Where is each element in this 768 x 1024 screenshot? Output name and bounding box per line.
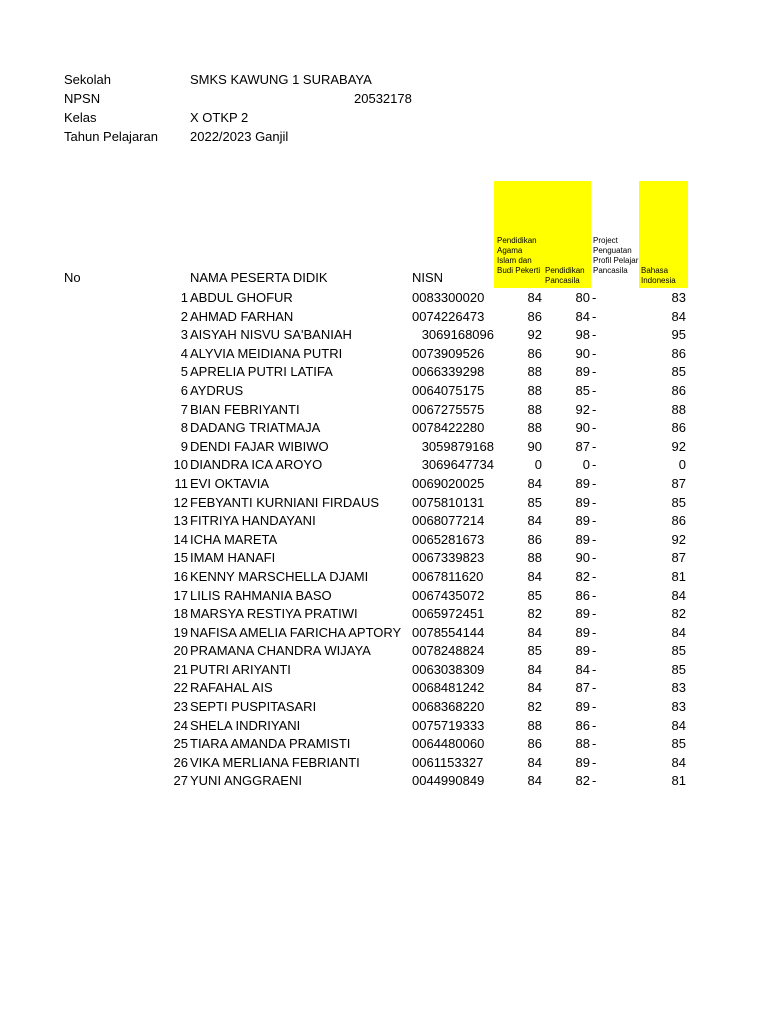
table-row — [0, 289, 768, 308]
row-no: 2 — [180, 308, 188, 324]
row-no: 11 — [174, 475, 188, 491]
row-pancasila-score: 89 — [575, 624, 590, 640]
row-nisn: 0061153327 — [412, 754, 484, 770]
row-pancasila-score: 92 — [575, 401, 590, 417]
row-pancasila-score: 86 — [575, 587, 590, 603]
row-no: 16 — [173, 568, 188, 584]
row-project-score: - — [592, 364, 597, 380]
sekolah-value: SMKS KAWUNG 1 SURABAYA — [190, 72, 372, 87]
row-nisn: 0068077214 — [412, 513, 485, 529]
table-row — [0, 661, 768, 680]
row-pancasila-score: 89 — [575, 364, 590, 380]
row-bahasa-score: 92 — [671, 531, 686, 547]
row-agama-score: 88 — [527, 717, 542, 733]
row-project-score: - — [592, 568, 597, 584]
row-project-score: - — [592, 550, 597, 566]
row-no: 12 — [173, 494, 188, 510]
row-name: MARSYA RESTIYA PRATIWI — [190, 606, 358, 622]
row-pancasila-score: 98 — [575, 327, 590, 343]
row-no: 9 — [180, 438, 188, 454]
row-name: DIANDRA ICA AROYO — [190, 457, 323, 473]
row-pancasila-score: 84 — [575, 308, 590, 324]
row-no: 27 — [173, 773, 188, 789]
row-project-score: - — [592, 531, 597, 547]
table-row — [0, 772, 768, 791]
row-nisn: 0066339298 — [412, 364, 485, 380]
table-row — [0, 438, 768, 457]
row-no: 4 — [180, 345, 188, 361]
row-name: FITRIYA HANDAYANI — [190, 513, 316, 529]
row-name: AHMAD FARHAN — [190, 308, 294, 324]
row-bahasa-score: 87 — [671, 475, 686, 491]
row-nisn: 0063038309 — [412, 661, 485, 677]
row-pancasila-score: 89 — [575, 531, 590, 547]
row-project-score: - — [592, 382, 597, 398]
row-nisn: 0067339823 — [412, 550, 485, 566]
row-name: RAFAHAL AIS — [190, 680, 273, 696]
table-row — [0, 679, 768, 698]
row-bahasa-score: 86 — [671, 382, 686, 398]
table-row — [0, 587, 768, 606]
row-no: 5 — [180, 364, 188, 380]
kelas-label: Kelas — [64, 110, 97, 125]
row-nisn: 0075719333 — [412, 717, 485, 733]
row-pancasila-score: 89 — [575, 754, 590, 770]
row-bahasa-score: 0 — [678, 457, 686, 473]
row-nisn: 0078422280 — [412, 420, 485, 436]
row-agama-score: 90 — [527, 438, 542, 454]
row-no: 20 — [173, 643, 188, 659]
row-nisn: 0064480060 — [412, 736, 485, 752]
row-agama-score: 84 — [527, 475, 542, 491]
row-agama-score: 85 — [527, 587, 542, 603]
row-name: PUTRI ARIYANTI — [190, 661, 291, 677]
row-nisn: 0044990849 — [412, 773, 485, 789]
row-pancasila-score: 90 — [575, 550, 590, 566]
row-bahasa-score: 84 — [671, 717, 686, 733]
row-nisn: 0065281673 — [412, 531, 485, 547]
row-project-score: - — [592, 624, 597, 640]
table-row — [0, 605, 768, 624]
sekolah-label: Sekolah — [64, 72, 111, 87]
table-row — [0, 754, 768, 773]
header-project: Project Penguatan Profil Pelajar Pancasila — [593, 236, 639, 275]
row-bahasa-score: 83 — [671, 680, 686, 696]
row-project-score: - — [592, 773, 597, 789]
row-bahasa-score: 85 — [671, 643, 686, 659]
row-pancasila-score: 86 — [575, 717, 590, 733]
row-agama-score: 84 — [527, 773, 542, 789]
row-project-score: - — [592, 587, 597, 603]
row-no: 19 — [173, 624, 188, 640]
row-no: 13 — [173, 513, 188, 529]
row-no: 1 — [180, 290, 188, 305]
row-agama-score: 85 — [527, 494, 542, 510]
row-project-score: - — [592, 736, 597, 752]
row-project-score: - — [592, 606, 597, 622]
row-nisn: 0067811620 — [412, 568, 484, 584]
row-pancasila-score: 89 — [575, 699, 590, 715]
row-agama-score: 0 — [534, 457, 542, 473]
table-row — [0, 568, 768, 587]
row-agama-score: 84 — [527, 568, 542, 584]
row-bahasa-score: 84 — [671, 308, 686, 324]
table-row — [0, 698, 768, 717]
row-agama-score: 84 — [527, 513, 542, 529]
row-bahasa-score: 88 — [671, 401, 686, 417]
row-no: 24 — [173, 717, 188, 733]
row-project-score: - — [592, 754, 597, 770]
row-pancasila-score: 89 — [575, 475, 590, 491]
row-agama-score: 84 — [527, 624, 542, 640]
row-nisn: 0067275575 — [412, 401, 485, 417]
table-row — [0, 363, 768, 382]
row-name: VIKA MERLIANA FEBRIANTI — [190, 754, 360, 770]
row-project-score: - — [592, 661, 597, 677]
row-agama-score: 88 — [527, 420, 542, 436]
row-project-score: - — [592, 401, 597, 417]
row-bahasa-score: 86 — [671, 513, 686, 529]
row-pancasila-score: 85 — [575, 382, 590, 398]
row-name: NAFISA AMELIA FARICHA APTORY — [190, 624, 402, 640]
row-agama-score: 84 — [527, 754, 542, 770]
row-nisn: 3059879168 — [421, 438, 494, 454]
row-name: BIAN FEBRIYANTI — [190, 401, 300, 417]
row-name: IMAM HANAFI — [190, 550, 276, 566]
row-no: 6 — [180, 382, 188, 398]
row-project-score: - — [592, 308, 597, 324]
row-agama-score: 85 — [527, 643, 542, 659]
header-no: No — [64, 270, 81, 285]
row-name: APRELIA PUTRI LATIFA — [190, 364, 333, 380]
row-bahasa-score: 87 — [671, 550, 686, 566]
row-nisn: 3069168096 — [421, 327, 494, 343]
row-bahasa-score: 83 — [671, 699, 686, 715]
row-name: PRAMANA CHANDRA WIJAYA — [190, 643, 371, 659]
row-no: 10 — [173, 457, 188, 473]
table-row — [0, 382, 768, 401]
table-row — [0, 326, 768, 345]
row-name: ICHA MARETA — [190, 531, 278, 547]
row-agama-score: 84 — [527, 661, 542, 677]
row-pancasila-score: 80 — [575, 290, 590, 305]
row-bahasa-score: 84 — [671, 624, 686, 640]
row-name: EVI OKTAVIA — [190, 475, 269, 491]
row-nisn: 0075810131 — [412, 494, 485, 510]
row-pancasila-score: 90 — [575, 420, 590, 436]
row-project-score: - — [592, 475, 597, 491]
row-project-score: - — [592, 699, 597, 715]
table-row — [0, 624, 768, 643]
row-nisn: 0067435072 — [412, 587, 485, 603]
row-name: YUNI ANGGRAENI — [190, 773, 302, 789]
table-row — [0, 345, 768, 364]
row-no: 21 — [173, 661, 188, 677]
row-name: DENDI FAJAR WIBIWO — [190, 438, 329, 454]
row-bahasa-score: 85 — [671, 494, 686, 510]
row-agama-score: 82 — [527, 699, 542, 715]
row-project-score: - — [592, 345, 597, 361]
row-agama-score: 88 — [527, 550, 542, 566]
row-agama-score: 82 — [527, 606, 542, 622]
row-agama-score: 86 — [527, 308, 542, 324]
row-pancasila-score: 87 — [575, 680, 590, 696]
row-project-score: - — [592, 494, 597, 510]
row-project-score: - — [592, 717, 597, 733]
row-name: ABDUL GHOFUR — [190, 290, 293, 305]
row-agama-score: 86 — [527, 531, 542, 547]
row-name: FEBYANTI KURNIANI FIRDAUS — [190, 494, 380, 510]
row-name: LILIS RAHMANIA BASO — [190, 587, 332, 603]
row-name: KENNY MARSCHELLA DJAMI — [190, 568, 369, 584]
row-bahasa-score: 81 — [671, 773, 686, 789]
row-no: 26 — [173, 754, 188, 770]
row-project-score: - — [592, 290, 597, 305]
row-agama-score: 88 — [527, 364, 542, 380]
table-row — [0, 419, 768, 438]
row-pancasila-score: 82 — [575, 773, 590, 789]
row-pancasila-score: 84 — [575, 661, 590, 677]
row-name: SHELA INDRIYANI — [190, 717, 301, 733]
row-nisn: 3069647734 — [421, 457, 494, 473]
row-project-score: - — [592, 420, 597, 436]
row-bahasa-score: 86 — [671, 345, 686, 361]
table-row — [0, 308, 768, 327]
row-agama-score: 88 — [527, 401, 542, 417]
row-pancasila-score: 0 — [582, 457, 590, 473]
header-pancasila: Pendidikan Pancasila — [545, 266, 585, 285]
npsn-value: 20532178 — [354, 91, 412, 106]
row-name: AISYAH NISVU SA'BANIAH — [190, 327, 352, 343]
row-bahasa-score: 82 — [671, 606, 686, 622]
row-name: AYDRUS — [190, 382, 244, 398]
table-row — [0, 475, 768, 494]
table-row — [0, 642, 768, 661]
row-bahasa-score: 85 — [671, 364, 686, 380]
row-bahasa-score: 95 — [671, 327, 686, 343]
row-bahasa-score: 86 — [671, 420, 686, 436]
school-info — [64, 70, 464, 146]
row-no: 25 — [173, 736, 188, 752]
tahun-label: Tahun Pelajaran — [64, 129, 158, 144]
row-pancasila-score: 82 — [575, 568, 590, 584]
row-agama-score: 84 — [527, 290, 542, 305]
header-bahasa: Bahasa Indonesia — [641, 266, 676, 285]
row-nisn: 0078554144 — [412, 624, 485, 640]
row-no: 14 — [173, 531, 188, 547]
row-pancasila-score: 89 — [575, 494, 590, 510]
row-name: SEPTI PUSPITASARI — [190, 699, 317, 715]
row-bahasa-score: 84 — [671, 754, 686, 770]
row-name: ALYVIA MEIDIANA PUTRI — [190, 345, 343, 361]
row-pancasila-score: 89 — [575, 643, 590, 659]
row-project-score: - — [592, 513, 597, 529]
row-bahasa-score: 81 — [671, 568, 686, 584]
header-nisn: NISN — [412, 270, 444, 285]
row-pancasila-score: 89 — [575, 606, 590, 622]
row-no: 22 — [173, 680, 188, 696]
row-no: 3 — [180, 327, 188, 343]
row-agama-score: 84 — [527, 680, 542, 696]
row-nisn: 0064075175 — [412, 382, 485, 398]
row-nisn: 0078248824 — [412, 643, 485, 659]
table-row — [0, 456, 768, 475]
row-project-score: - — [592, 327, 597, 343]
row-project-score: - — [592, 457, 597, 473]
row-bahasa-score: 85 — [671, 736, 686, 752]
kelas-value: X OTKP 2 — [190, 110, 249, 125]
row-pancasila-score: 89 — [575, 513, 590, 529]
row-nisn: 0083300020 — [412, 290, 485, 305]
table-row — [0, 717, 768, 736]
row-project-score: - — [592, 438, 597, 454]
row-project-score: - — [592, 643, 597, 659]
row-name: TIARA AMANDA PRAMISTI — [190, 736, 351, 752]
row-nisn: 0068481242 — [412, 680, 485, 696]
row-bahasa-score: 84 — [671, 587, 686, 603]
row-no: 17 — [173, 587, 188, 603]
tahun-value: 2022/2023 Ganjil — [190, 129, 289, 144]
row-nisn: 0074226473 — [412, 308, 485, 324]
header-name: NAMA PESERTA DIDIK — [190, 270, 328, 285]
row-nisn: 0069020025 — [412, 475, 485, 491]
row-no: 7 — [180, 401, 188, 417]
row-no: 8 — [180, 420, 188, 436]
row-nisn: 0068368220 — [412, 699, 485, 715]
row-name: DADANG TRIATMAJA — [190, 420, 321, 436]
header-agama: Pendidikan Agama Islam dan Budi Pekerti — [497, 236, 541, 275]
row-pancasila-score: 87 — [575, 438, 590, 454]
table-row — [0, 531, 768, 550]
student-table — [0, 289, 768, 791]
table-row — [0, 735, 768, 754]
row-agama-score: 86 — [527, 736, 542, 752]
row-agama-score: 88 — [527, 382, 542, 398]
row-no: 23 — [173, 699, 188, 715]
row-agama-score: 92 — [527, 327, 542, 343]
row-bahasa-score: 85 — [671, 661, 686, 677]
row-no: 18 — [173, 606, 188, 622]
row-pancasila-score: 90 — [575, 345, 590, 361]
row-nisn: 0073909526 — [412, 345, 485, 361]
npsn-label: NPSN — [64, 91, 101, 106]
row-pancasila-score: 88 — [575, 736, 590, 752]
row-project-score: - — [592, 680, 597, 696]
row-no: 15 — [173, 550, 188, 566]
row-bahasa-score: 83 — [671, 290, 686, 305]
table-row — [0, 549, 768, 568]
table-row — [0, 494, 768, 513]
row-nisn: 0065972451 — [412, 606, 485, 622]
table-row — [0, 512, 768, 531]
table-row — [0, 401, 768, 420]
row-agama-score: 86 — [527, 345, 542, 361]
row-bahasa-score: 92 — [671, 438, 686, 454]
